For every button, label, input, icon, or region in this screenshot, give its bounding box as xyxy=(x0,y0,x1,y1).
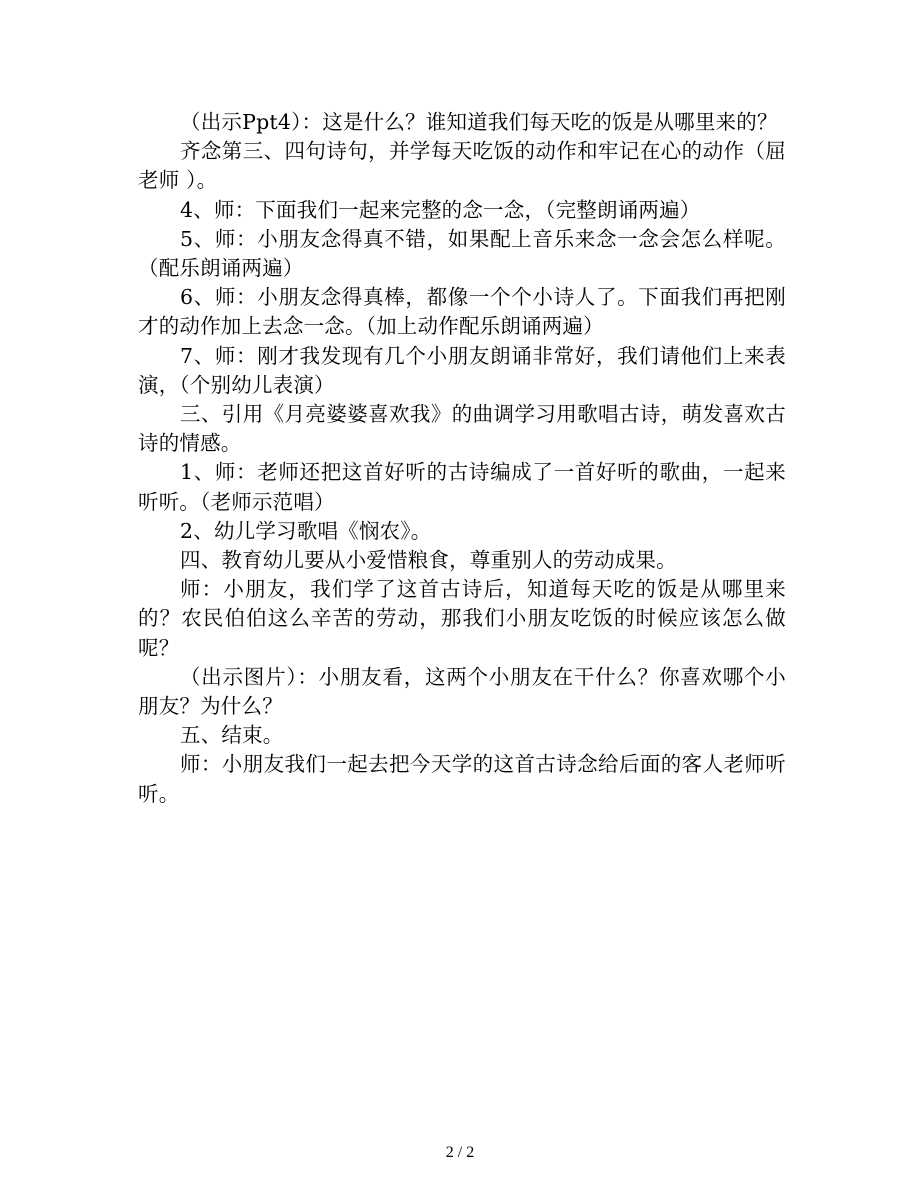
paragraph-section-5: 五、结束。 xyxy=(180,723,284,748)
paragraph-step-5: 5、师：小朋友念得真不错，如果配上音乐来念一念会怎么样呢。（配乐朗诵两遍） xyxy=(138,226,786,281)
paragraph-step-7: 7、师：刚才我发现有几个小朋友朗诵非常好，我们请他们上来表演，（个别幼儿表演） xyxy=(138,343,786,397)
paragraph-show-picture: （出示图片）：小朋友看，这两个小朋友在干什么？你喜欢哪个小朋友？为什么？ xyxy=(138,664,786,719)
paragraph-section-3-step-2: 2、幼儿学习歌唱《悯农》。 xyxy=(180,518,432,543)
paragraph-show-ppt4: （出示Ppt4）：这是什么？谁知道我们每天吃的饭是从哪里来的？ xyxy=(180,110,778,134)
paragraph-closing: 师：小朋友我们一起去把今天学的这首古诗念给后面的客人老师听听。 xyxy=(138,752,786,806)
paragraph-recite-lines-3-4: 齐念第三、四句诗句，并学每天吃饭的动作和牢记在心的动作（屈老师 ）。 xyxy=(138,139,786,193)
paragraph-step-6: 6、师：小朋友念得真棒，都像一个个小诗人了。下面我们再把刚才的动作加上去念一念。（加上动作配乐朗诵两遍） xyxy=(138,285,786,339)
paragraph-section-3-step-1: 1、师：老师还把这首好听的古诗编成了一首好听的歌曲，一起来听听。（老师示范唱） xyxy=(138,460,786,514)
document-body xyxy=(138,108,786,809)
paragraph-teacher-question: 师：小朋友，我们学了这首古诗后，知道每天吃的饭是从哪里来的？农民伯伯这么辛苦的劳动，那我们小朋友吃饭的时候应该怎么做呢？ xyxy=(138,577,786,660)
page-number: 2 / 2 xyxy=(445,1144,475,1161)
paragraph-section-4: 四、教育幼儿要从小爱惜粮食，尊重别人的劳动成果。 xyxy=(180,548,677,573)
paragraph-section-3: 三、引用《月亮婆婆喜欢我》的曲调学习用歌唱古诗，萌发喜欢古诗的情感。 xyxy=(138,402,786,456)
paragraph-step-4: 4、师：下面我们一起来完整的念一念，（完整朗诵两遍） xyxy=(180,197,701,222)
